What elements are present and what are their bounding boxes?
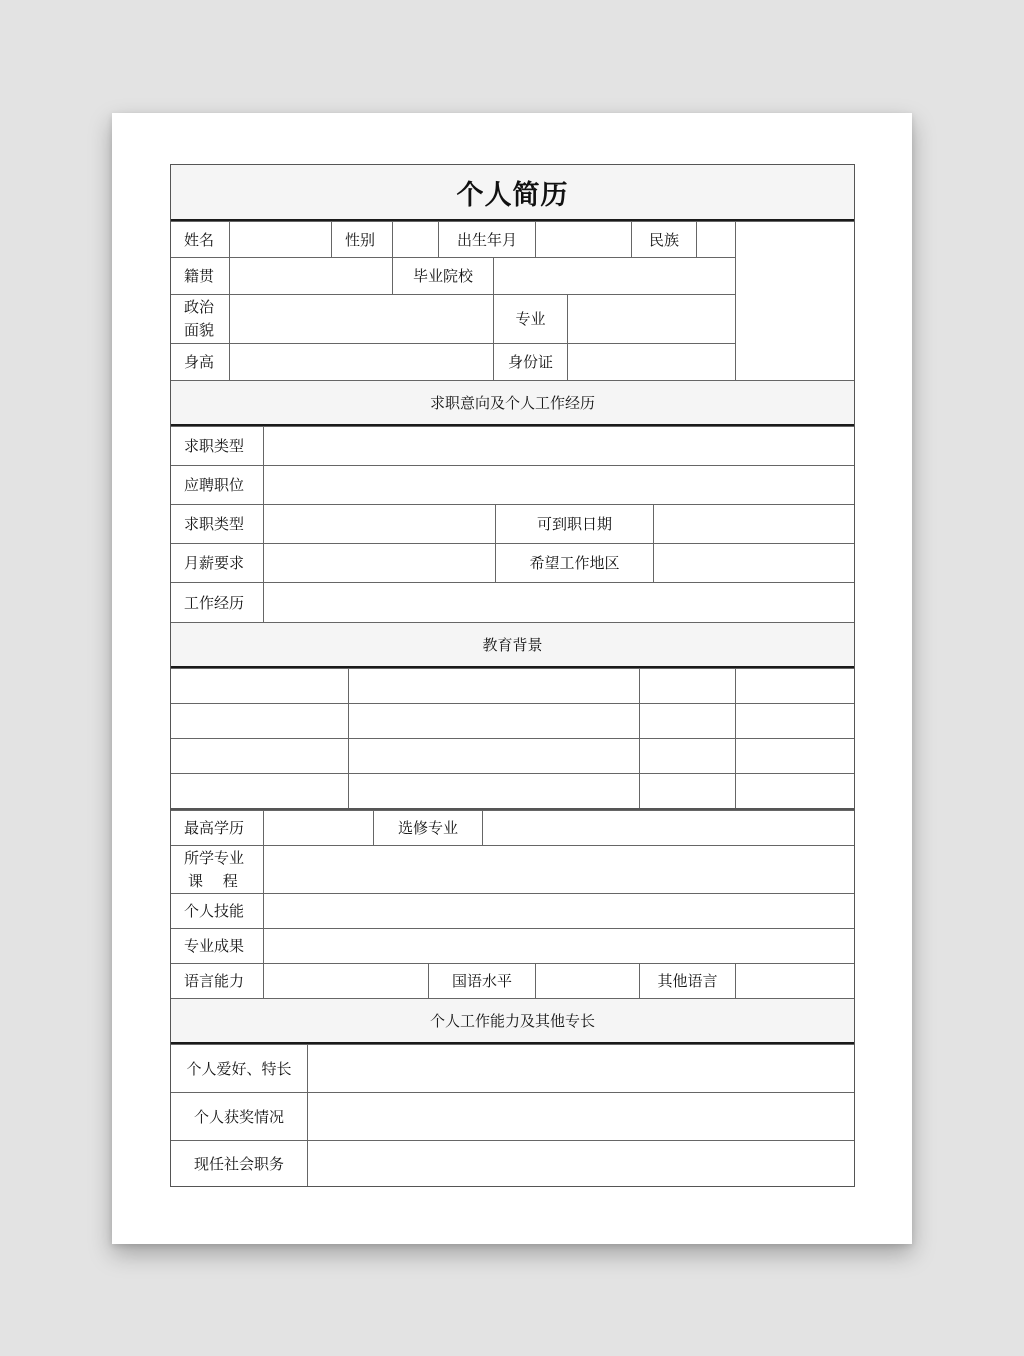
ability-heading: 个人工作能力及其他专长 bbox=[429, 1012, 595, 1030]
major-label: 专业 bbox=[493, 294, 567, 343]
page-title: 个人简历 bbox=[456, 179, 569, 211]
awards-label: 个人获奖情况 bbox=[170, 1092, 307, 1140]
highest-degree-label: 最高学历 bbox=[170, 810, 263, 845]
ethnic-label: 民族 bbox=[631, 221, 696, 257]
social-position-label: 现任社会职务 bbox=[170, 1140, 307, 1187]
achievements-label: 专业成果 bbox=[170, 928, 263, 963]
id-card-label: 身份证 bbox=[493, 343, 567, 380]
job-section-heading: 求职意向及个人工作经历 bbox=[429, 394, 595, 412]
other-language-label: 其他语言 bbox=[639, 963, 735, 998]
position-label: 应聘职位 bbox=[170, 465, 263, 504]
gender-label: 性别 bbox=[331, 221, 392, 257]
language-label: 语言能力 bbox=[170, 963, 263, 998]
job-type-label: 求职类型 bbox=[170, 426, 263, 465]
hobbies-label: 个人爱好、特长 bbox=[170, 1044, 307, 1092]
salary-label: 月薪要求 bbox=[170, 543, 263, 582]
work-location-label: 希望工作地区 bbox=[495, 543, 653, 582]
education-heading: 教育背景 bbox=[482, 636, 543, 654]
native-place-label: 籍贯 bbox=[170, 257, 229, 294]
school-label: 毕业院校 bbox=[392, 257, 493, 294]
political-status-label: 政治 面貌 bbox=[170, 294, 229, 343]
height-label: 身高 bbox=[170, 343, 229, 380]
skills-label: 个人技能 bbox=[170, 893, 263, 928]
mandarin-level-label: 国语水平 bbox=[428, 963, 535, 998]
job-type-label-2: 求职类型 bbox=[170, 504, 263, 543]
elective-major-label: 选修专业 bbox=[373, 810, 482, 845]
resume-form-frame bbox=[170, 164, 855, 1187]
courses-label: 所学专业 课 程 bbox=[170, 845, 263, 893]
name-label: 姓名 bbox=[170, 221, 229, 257]
work-experience-label: 工作经历 bbox=[170, 582, 263, 622]
birth-label: 出生年月 bbox=[438, 221, 535, 257]
available-date-label: 可到职日期 bbox=[495, 504, 653, 543]
